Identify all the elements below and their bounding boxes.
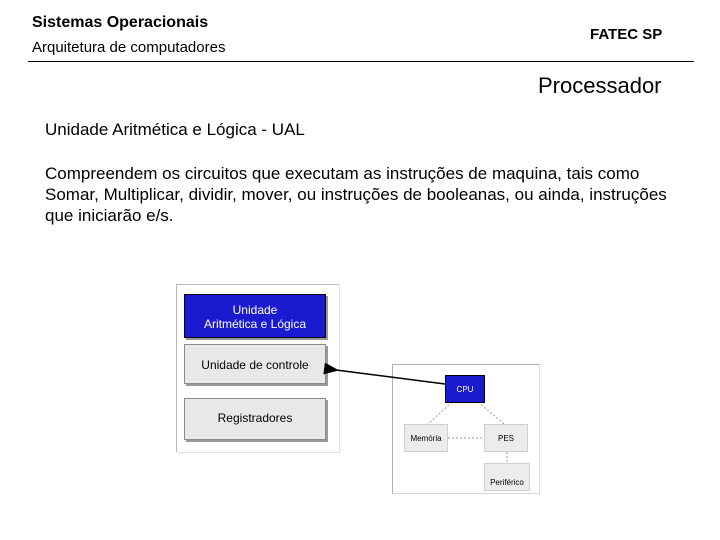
mini-memory-block: [404, 424, 448, 452]
header-divider: [28, 61, 694, 62]
section-title: Processador: [538, 73, 662, 98]
alu-label-line2: Aritmética e Lógica: [203, 317, 307, 331]
mini-memory-label: Memória: [410, 434, 442, 443]
alu-block: [184, 294, 326, 338]
alu-label-line1: Unidade: [232, 303, 278, 317]
registers-label: Registradores: [217, 411, 293, 425]
mini-cpu-label: CPU: [456, 385, 474, 394]
mini-peripheral-block: [484, 463, 530, 491]
institution-name: FATEC SP: [590, 26, 663, 43]
control-unit-label: Unidade de controle: [201, 358, 309, 372]
slide-heading: Unidade Aritmética e Lógica - UAL: [45, 120, 305, 139]
registers-block: [184, 398, 326, 440]
control-unit-block: [184, 344, 326, 384]
mini-es-label: PES: [497, 434, 514, 443]
mini-es-block: [484, 424, 528, 452]
mini-peripheral-label: Periférico: [490, 478, 524, 487]
mini-cpu-block: [445, 375, 485, 403]
course-title: Sistemas Operacionais: [32, 14, 209, 31]
slide-body-text: Compreendem os circuitos que executam as instruções de maquina, tais como Somar, Multiplicar, dividir, mover, ou instruções de booleanas, ou ainda, instruções que iniciarão e/s.: [45, 164, 667, 225]
course-subtitle: Arquitetura de computadores: [32, 39, 226, 56]
